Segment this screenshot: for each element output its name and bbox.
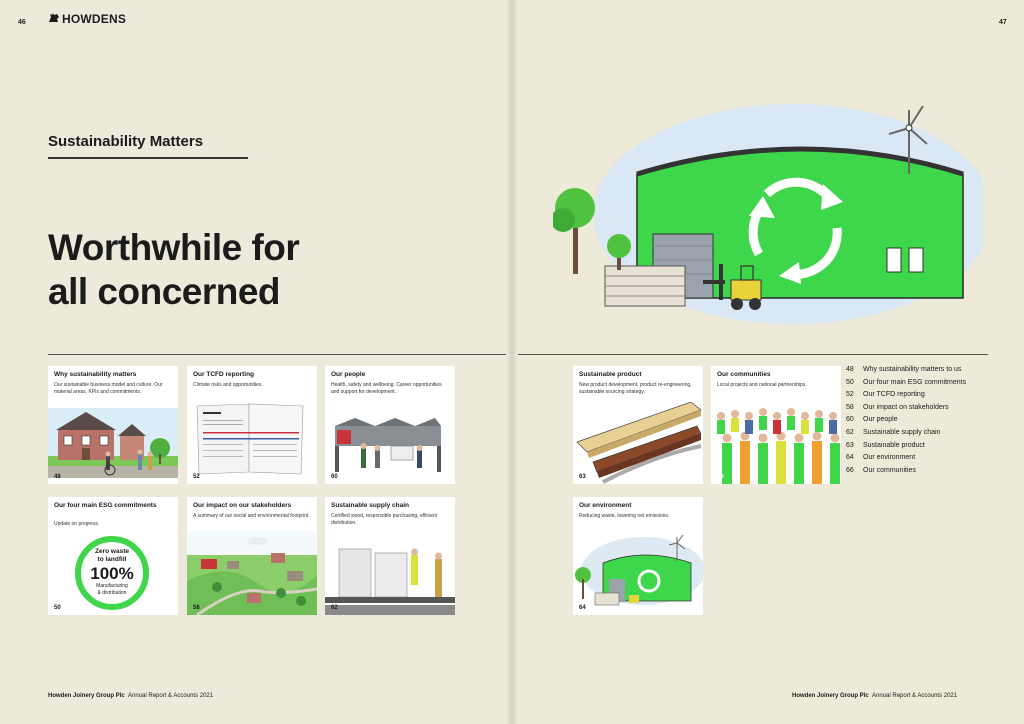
timber-planks-illustration xyxy=(573,402,703,484)
card-title: Our environment xyxy=(579,502,632,509)
card-page-number: 62 xyxy=(331,605,338,611)
footer-report: Annual Report & Accounts 2021 xyxy=(872,693,958,699)
card-description: Climate risks and opportunities. xyxy=(193,382,263,388)
card-title: Our people xyxy=(331,371,366,378)
report-illustration xyxy=(187,398,317,478)
factory-line-illustration xyxy=(325,533,455,615)
contents-list xyxy=(846,364,966,477)
card-title: Our impact on our stakeholders xyxy=(193,502,292,509)
card-page-number: 60 xyxy=(331,474,338,480)
page-number-left: 46 xyxy=(18,19,26,26)
card-title: Sustainable product xyxy=(579,371,642,378)
zero-waste-badge xyxy=(72,548,152,596)
toc-item[interactable]: 48 Why sustainability matters to us xyxy=(846,366,962,373)
card-impact-stakeholders[interactable] xyxy=(187,497,317,615)
toc-item[interactable]: 50 Our four main ESG commitments xyxy=(846,378,967,386)
footer-company: Howden Joinery Group Plc xyxy=(48,693,125,699)
card-description: Our sustainable business model and culture. Our material areas, KPIs and commitments. xyxy=(54,382,163,395)
card-sustainable-product[interactable] xyxy=(573,366,703,484)
card-description: Health, safety and wellbeing. Career opportunities and support for development. xyxy=(331,382,442,395)
footer-company: Howden Joinery Group Plc xyxy=(792,693,869,699)
card-why-sustainability[interactable] xyxy=(48,366,178,484)
divider-left xyxy=(48,354,506,355)
card-title: Why sustainability matters xyxy=(54,371,137,378)
card-description: Reducing waste, lowering net emissions. xyxy=(579,513,670,519)
card-supply-chain[interactable] xyxy=(325,497,455,615)
badge-line-3: Manufacturing xyxy=(96,583,128,589)
toc-item[interactable]: 62 Sustainable supply chain xyxy=(846,428,941,436)
badge-line-2: to landfill xyxy=(97,556,127,563)
section-title-rule xyxy=(48,157,248,159)
card-esg-commitments[interactable] xyxy=(48,497,178,615)
badge-line-1: Zero waste xyxy=(95,548,129,555)
green-factory-illustration xyxy=(553,104,983,330)
spine-shadow xyxy=(506,0,518,724)
card-page-number: 52 xyxy=(193,474,200,480)
divider-right xyxy=(518,354,988,355)
badge-line-4: & distribution xyxy=(97,589,127,596)
card-tcfd-reporting[interactable] xyxy=(187,366,317,484)
footer-left xyxy=(48,693,213,699)
toc-item[interactable]: 63 Sustainable product xyxy=(846,441,925,449)
headline-line-1: Worthwhile for xyxy=(48,227,300,268)
toc-item[interactable]: 52 Our TCFD reporting xyxy=(846,391,925,399)
card-title: Sustainable supply chain xyxy=(331,502,410,509)
card-our-communities[interactable] xyxy=(711,366,841,484)
toc-item[interactable]: 64 Our environment xyxy=(846,454,916,462)
crowd-illustration xyxy=(711,402,841,484)
badge-value: 100% xyxy=(90,564,134,583)
house-illustration xyxy=(48,408,178,478)
small-factory-illustration xyxy=(573,527,703,607)
card-page-number: 64 xyxy=(579,605,586,611)
footer-report: Annual Report & Accounts 2021 xyxy=(128,693,214,699)
depot-illustration xyxy=(325,408,455,478)
page-number-right: 47 xyxy=(999,19,1007,26)
card-description: A summary of our social and environmental footprint. xyxy=(193,513,310,519)
card-our-people[interactable] xyxy=(325,366,455,484)
landscape-illustration xyxy=(187,531,317,615)
card-description: Update on progress. xyxy=(54,521,100,527)
card-title: Our communities xyxy=(717,371,771,378)
card-page-number: 58 xyxy=(193,605,200,611)
card-page-number: 50 xyxy=(54,605,61,611)
footer-right xyxy=(792,693,957,699)
card-our-environment[interactable] xyxy=(573,497,703,615)
rooster-icon xyxy=(48,12,60,23)
howdens-logo xyxy=(48,12,126,26)
card-title: Our TCFD reporting xyxy=(193,371,255,378)
logo-text: HOWDENS xyxy=(62,12,127,26)
card-description: Certified wood, responsible purchasing, efficient distribution. xyxy=(331,513,438,526)
toc-item[interactable]: 58 Our impact on stakeholders xyxy=(846,403,949,411)
page-headline xyxy=(48,226,299,314)
toc-item[interactable]: 66 Our communities xyxy=(846,466,916,474)
headline-line-2: all concerned xyxy=(48,271,281,312)
card-page-number: 63 xyxy=(579,474,586,480)
toc-item[interactable]: 60 Our people xyxy=(846,416,898,424)
card-page-number: 48 xyxy=(54,474,61,480)
section-title: Sustainability Matters xyxy=(48,133,204,150)
card-description: Local projects and national partnerships. xyxy=(717,382,807,388)
card-description: New product development, product re-engineering, sustainable sourcing strategy. xyxy=(579,382,692,395)
card-page-number: 66 xyxy=(717,474,724,480)
card-title: Our four main ESG commitments xyxy=(54,502,157,509)
